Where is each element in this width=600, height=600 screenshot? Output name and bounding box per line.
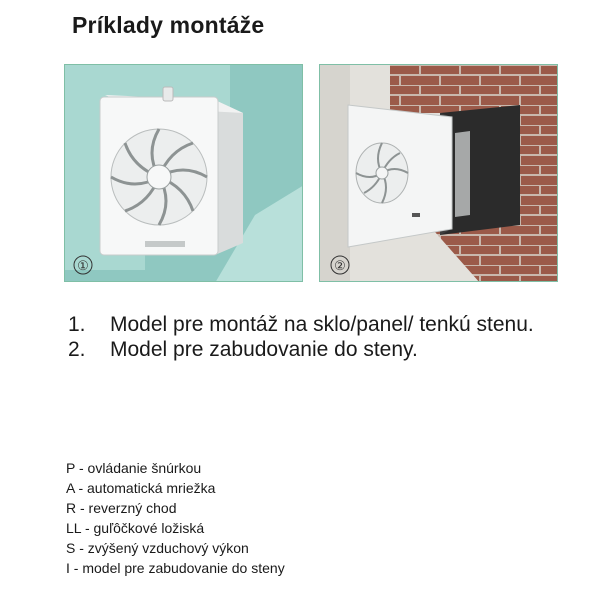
caption-item: [68, 312, 548, 337]
legend-item: LL - guľôčkové ložiská: [66, 520, 205, 536]
legend-item: R - reverzný chod: [66, 500, 177, 516]
caption-text: Model pre montáž na sklo/panel/ tenkú stenu.: [110, 313, 534, 336]
figure-wall-mount: [319, 64, 558, 282]
legend-item: P - ovládanie šnúrkou: [66, 460, 202, 476]
figure-marker-2: ②: [334, 258, 346, 273]
legend-item: A - automatická mriežka: [66, 480, 216, 496]
panel-mount-illustration: [65, 65, 303, 282]
figure-marker-1: ①: [77, 258, 89, 273]
caption-number: 1.: [68, 313, 86, 336]
figure-panel-mount: [64, 64, 303, 282]
caption-number: 2.: [68, 338, 86, 361]
legend-item: S - zvýšený vzduchový výkon: [66, 540, 249, 556]
fan-grille-icon: [111, 129, 207, 225]
page-title: Príklady montáže: [72, 12, 265, 38]
fan-grille-icon: [356, 143, 408, 203]
abbreviation-legend: [66, 458, 285, 578]
caption-text: Model pre zabudovanie do steny.: [110, 338, 418, 361]
caption-list: [68, 312, 548, 362]
legend-item: I - model pre zabudovanie do steny: [66, 560, 285, 576]
caption-item: [68, 337, 548, 362]
wall-mount-illustration: [320, 65, 558, 282]
